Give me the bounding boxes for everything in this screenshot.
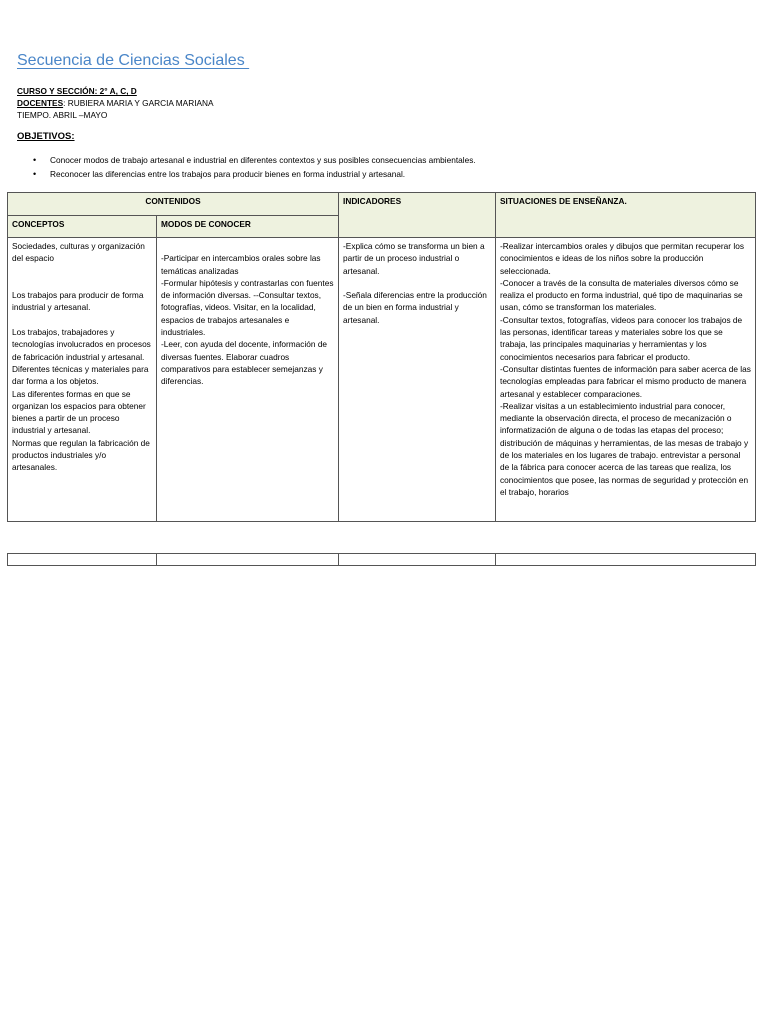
course-section (17, 85, 214, 97)
header-contenidos: CONTENIDOS (8, 193, 339, 216)
header-indicadores: INDICADORES (339, 193, 496, 238)
table-row (8, 554, 756, 566)
cell-modos: -Participar en intercambios orales sobre las temáticas analizadas -Formular hipótesis y contrastarlas con fuentes de información diversas. --Consultar textos, fotografías, videos. Visitar, en la localidad, espacios de trabajos artesanales e industriales. -Leer, con ayuda del docente, información de diversas fuentes. Elaborar cuadros comparativos para establecer semejanzas y diferencias. (157, 238, 339, 522)
empty-cell (8, 554, 157, 566)
course-section-label: CURSO Y SECCIÓN: 2° A, C, D (17, 86, 137, 96)
cell-indicadores: -Explica cómo se transforma un bien a partir de un proceso industrial o artesanal. -Señala diferencias entre la producción de un bien en forma industrial y artesanal. (339, 238, 496, 522)
document-title: Secuencia de Ciencias Sociales (17, 52, 250, 69)
empty-cell (496, 554, 756, 566)
objective-item: • Reconocer las diferencias entre los trabajos para producir bienes en forma industrial y artesanal. (17, 167, 476, 181)
empty-table (7, 553, 756, 566)
header-conceptos: CONCEPTOS (8, 216, 157, 238)
course-info (17, 85, 214, 121)
teachers-label: DOCENTES (17, 98, 64, 108)
objectives-heading: OBJETIVOS: (17, 131, 75, 142)
header-modos: MODOS DE CONOCER (157, 216, 339, 238)
objective-item: • Conocer modos de trabajo artesanal e industrial en diferentes contextos y sus posibles consecuencias ambientales. (17, 153, 476, 167)
objectives-list (17, 153, 476, 181)
cell-conceptos: Sociedades, culturas y organización del espacio Los trabajos para producir de forma industrial y artesanal. Los trabajos, trabajadores y tecnologías involucrados en procesos de fabricación industrial y artesanal. Diferentes técnicas y materiales para dar forma a los objetos. Las diferentes formas en que se organizan los espacios para obtener bienes a partir de un proceso industrial y artesanal. Normas que regulan la fabricación de productos industriales y/o artesanales. (8, 238, 157, 522)
sequence-table (7, 192, 756, 522)
empty-cell (157, 554, 339, 566)
header-situaciones: SITUACIONES DE ENSEÑANZA. (496, 193, 756, 238)
time-period: TIEMPO. ABRIL –MAYO (17, 110, 108, 120)
empty-cell (339, 554, 496, 566)
cell-situaciones: -Realizar intercambios orales y dibujos que permitan recuperar los conocimientos e ideas de los niños sobre la producción seleccionada. -Conocer a través de la consulta de materiales diversos cómo se realiza el producto en forma industrial, qué tipo de maquinarias se usan, cómo se transforman los materiales. -Consultar textos, fotografías, videos para conocer los trabajos de las personas, identificar tareas y materiales sobre los que se trabaja, las principales maquinarias y herramientas y los conocimientos necesarios para fabricar el producto. -Consultar distintas fuentes de información para saber acerca de las tecnologías empleadas para fabricar el mismo producto de manera artesanal y establecer comparaciones. -Realizar visitas a un establecimiento industrial para conocer, mediante la observación directa, el proceso de mecanización o informatización de alguna o de todas las etapas del proceso; distribución de máquinas y herramientas, de las mesas de trabajo y de los materiales en los lugares de trabajo. entrevistar a personal de la fábrica para conocer acerca de las tareas que realiza, los conocimientos que posee, las normas de seguridad y protección en el trabajo, horarios (496, 238, 756, 522)
teachers-value: : RUBIERA MARIA Y GARCIA MARIANA (63, 98, 214, 108)
table-row (8, 238, 756, 522)
teachers (17, 97, 214, 109)
